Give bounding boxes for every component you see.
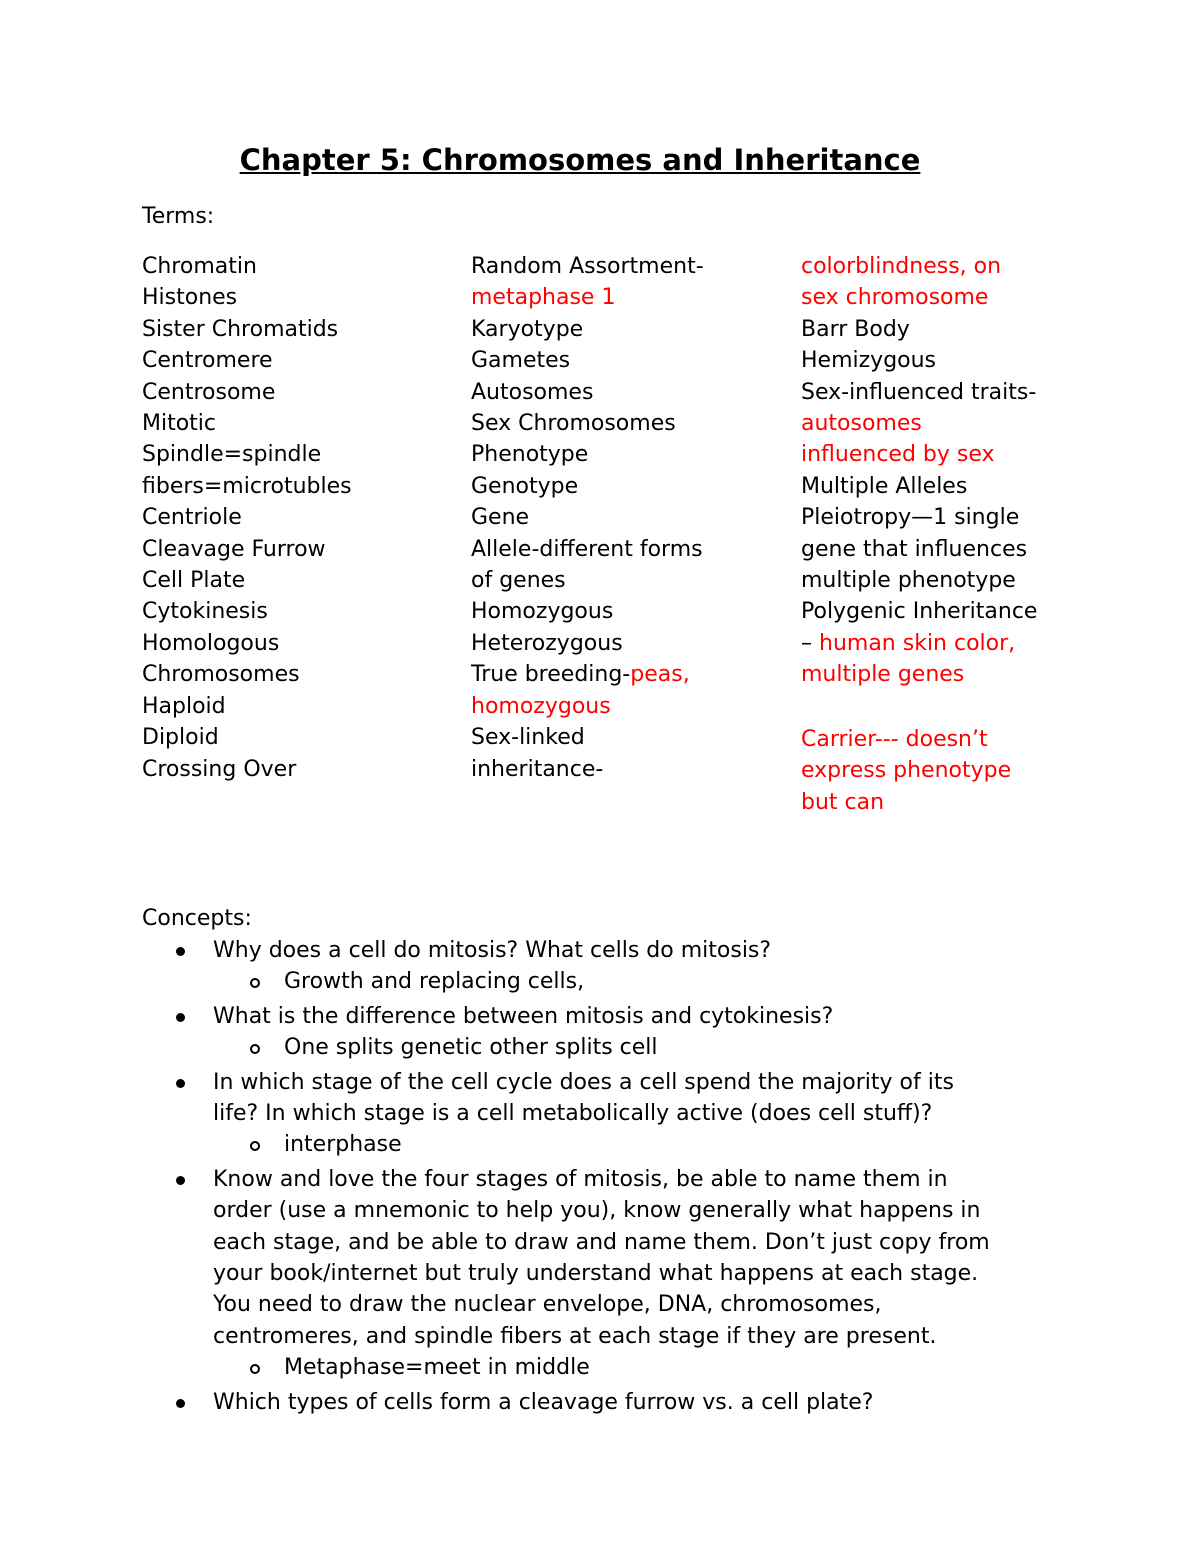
term: Centrosome: [142, 379, 276, 405]
term-note: Carrier--- doesn’t: [801, 726, 988, 752]
term: Sister Chromatids: [142, 316, 339, 342]
concept-answer: [142, 1129, 1062, 1160]
term: Diploid: [142, 725, 219, 751]
term: Genotype: [471, 473, 579, 499]
terms-column-2: [471, 251, 771, 785]
term: Pleiotropy—1 single: [801, 505, 1020, 531]
bullet-icon: [176, 1013, 185, 1022]
question-line: Know and love the four stages of mitosis, be able to name them in: [213, 1166, 948, 1192]
answer-line: interphase: [284, 1132, 402, 1158]
term-note: sex chromosome: [801, 285, 989, 311]
term-line: [801, 628, 1071, 659]
term: Gametes: [471, 348, 571, 374]
answer-line: Metaphase=meet in middle: [284, 1355, 590, 1381]
term-note: human skin color,: [819, 630, 1016, 656]
concept-answer: [142, 966, 1062, 997]
terms-column-3: [801, 251, 1071, 818]
concept-question: [142, 1067, 1062, 1130]
terms-heading: Terms:: [142, 204, 215, 229]
question-line: life? In which stage is a cell metabolically active (does cell stuff)?: [213, 1101, 933, 1127]
term-note: multiple genes: [801, 662, 965, 688]
term-dash: –: [801, 630, 819, 656]
concept-question: [142, 935, 1062, 966]
concept-question: [142, 1164, 1062, 1352]
term: Hemizygous: [801, 348, 937, 374]
concept-question: [142, 1387, 1062, 1418]
term: inheritance-: [471, 756, 604, 782]
term: Karyotype: [471, 316, 584, 342]
term-line: [471, 659, 771, 690]
term: Homozygous: [471, 599, 614, 625]
terms-column-1: [142, 251, 442, 785]
term: Random Assortment-: [471, 254, 704, 279]
question-line: centromeres, and spindle fibers at each stage if they are present.: [213, 1323, 937, 1349]
term-note: homozygous: [471, 693, 611, 719]
question-line: your book/internet but truly understand what happens at each stage.: [213, 1261, 979, 1287]
term: Spindle=spindle: [142, 442, 322, 468]
term: Haploid: [142, 693, 226, 719]
term: Phenotype: [471, 442, 589, 468]
term-note: influenced by sex: [801, 442, 995, 468]
sub-bullet-icon: [250, 1364, 260, 1374]
term: gene that influences: [801, 536, 1028, 562]
term-note: autosomes: [801, 411, 922, 437]
term: Cell Plate: [142, 568, 246, 594]
term-note: but can: [801, 789, 885, 815]
term: Chromatin: [142, 254, 257, 279]
term: Chromosomes: [142, 662, 300, 688]
term: Heterozygous: [471, 630, 623, 656]
term: Multiple Alleles: [801, 473, 968, 499]
term: Gene: [471, 505, 530, 531]
term: fibers=microtubles: [142, 473, 352, 499]
spacer: [801, 691, 1071, 724]
concept-answer: [142, 1352, 1062, 1383]
term: Histones: [142, 285, 238, 311]
term: Polygenic Inheritance: [801, 599, 1038, 625]
term: Sex Chromosomes: [471, 411, 676, 437]
term: Cytokinesis: [142, 599, 268, 625]
bullet-icon: [176, 1079, 185, 1088]
term: Barr Body: [801, 316, 910, 342]
term: Sex-linked: [471, 725, 585, 751]
term-note: metaphase 1: [471, 285, 616, 311]
question-line: You need to draw the nuclear envelope, DNA, chromosomes,: [213, 1292, 882, 1318]
term: Centromere: [142, 348, 273, 374]
term: True breeding-: [471, 662, 631, 688]
question-line: What is the difference between mitosis and cytokinesis?: [213, 1003, 834, 1029]
answer-line: Growth and replacing cells,: [284, 969, 585, 995]
term-note: express phenotype: [801, 758, 1012, 784]
term: Homologous: [142, 630, 280, 656]
term: Crossing Over: [142, 756, 297, 782]
question-line: Which types of cells form a cleavage furrow vs. a cell plate?: [213, 1389, 874, 1415]
question-line: each stage, and be able to draw and name them. Don’t just copy from: [213, 1229, 990, 1255]
bullet-icon: [176, 1176, 185, 1185]
page-title: Chapter 5: Chromosomes and Inheritance: [239, 143, 921, 177]
sub-bullet-icon: [250, 1044, 260, 1054]
term: multiple phenotype: [801, 568, 1016, 594]
concepts-heading: Concepts:: [142, 906, 252, 931]
answer-line: One splits genetic other splits cell: [284, 1035, 658, 1061]
term: Sex-influenced traits-: [801, 379, 1037, 405]
term-note: colorblindness, on: [801, 254, 1002, 279]
question-line: order (use a mnemonic to help you), know generally what happens in: [213, 1198, 981, 1224]
concept-question: [142, 1001, 1062, 1032]
term: Cleavage Furrow: [142, 536, 326, 562]
term: Allele-different forms: [471, 536, 703, 562]
term: Mitotic: [142, 411, 217, 437]
question-line: Why does a cell do mitosis? What cells do mitosis?: [213, 938, 772, 963]
term: Centriole: [142, 505, 242, 531]
term-note: peas,: [630, 662, 690, 688]
term: of genes: [471, 568, 566, 594]
bullet-icon: [176, 947, 185, 956]
bullet-icon: [176, 1399, 185, 1408]
term: Autosomes: [471, 379, 594, 405]
concepts-list: [142, 935, 1062, 1418]
sub-bullet-icon: [250, 1141, 260, 1151]
concept-answer: [142, 1032, 1062, 1063]
sub-bullet-icon: [250, 978, 260, 988]
question-line: In which stage of the cell cycle does a cell spend the majority of its: [213, 1069, 954, 1095]
